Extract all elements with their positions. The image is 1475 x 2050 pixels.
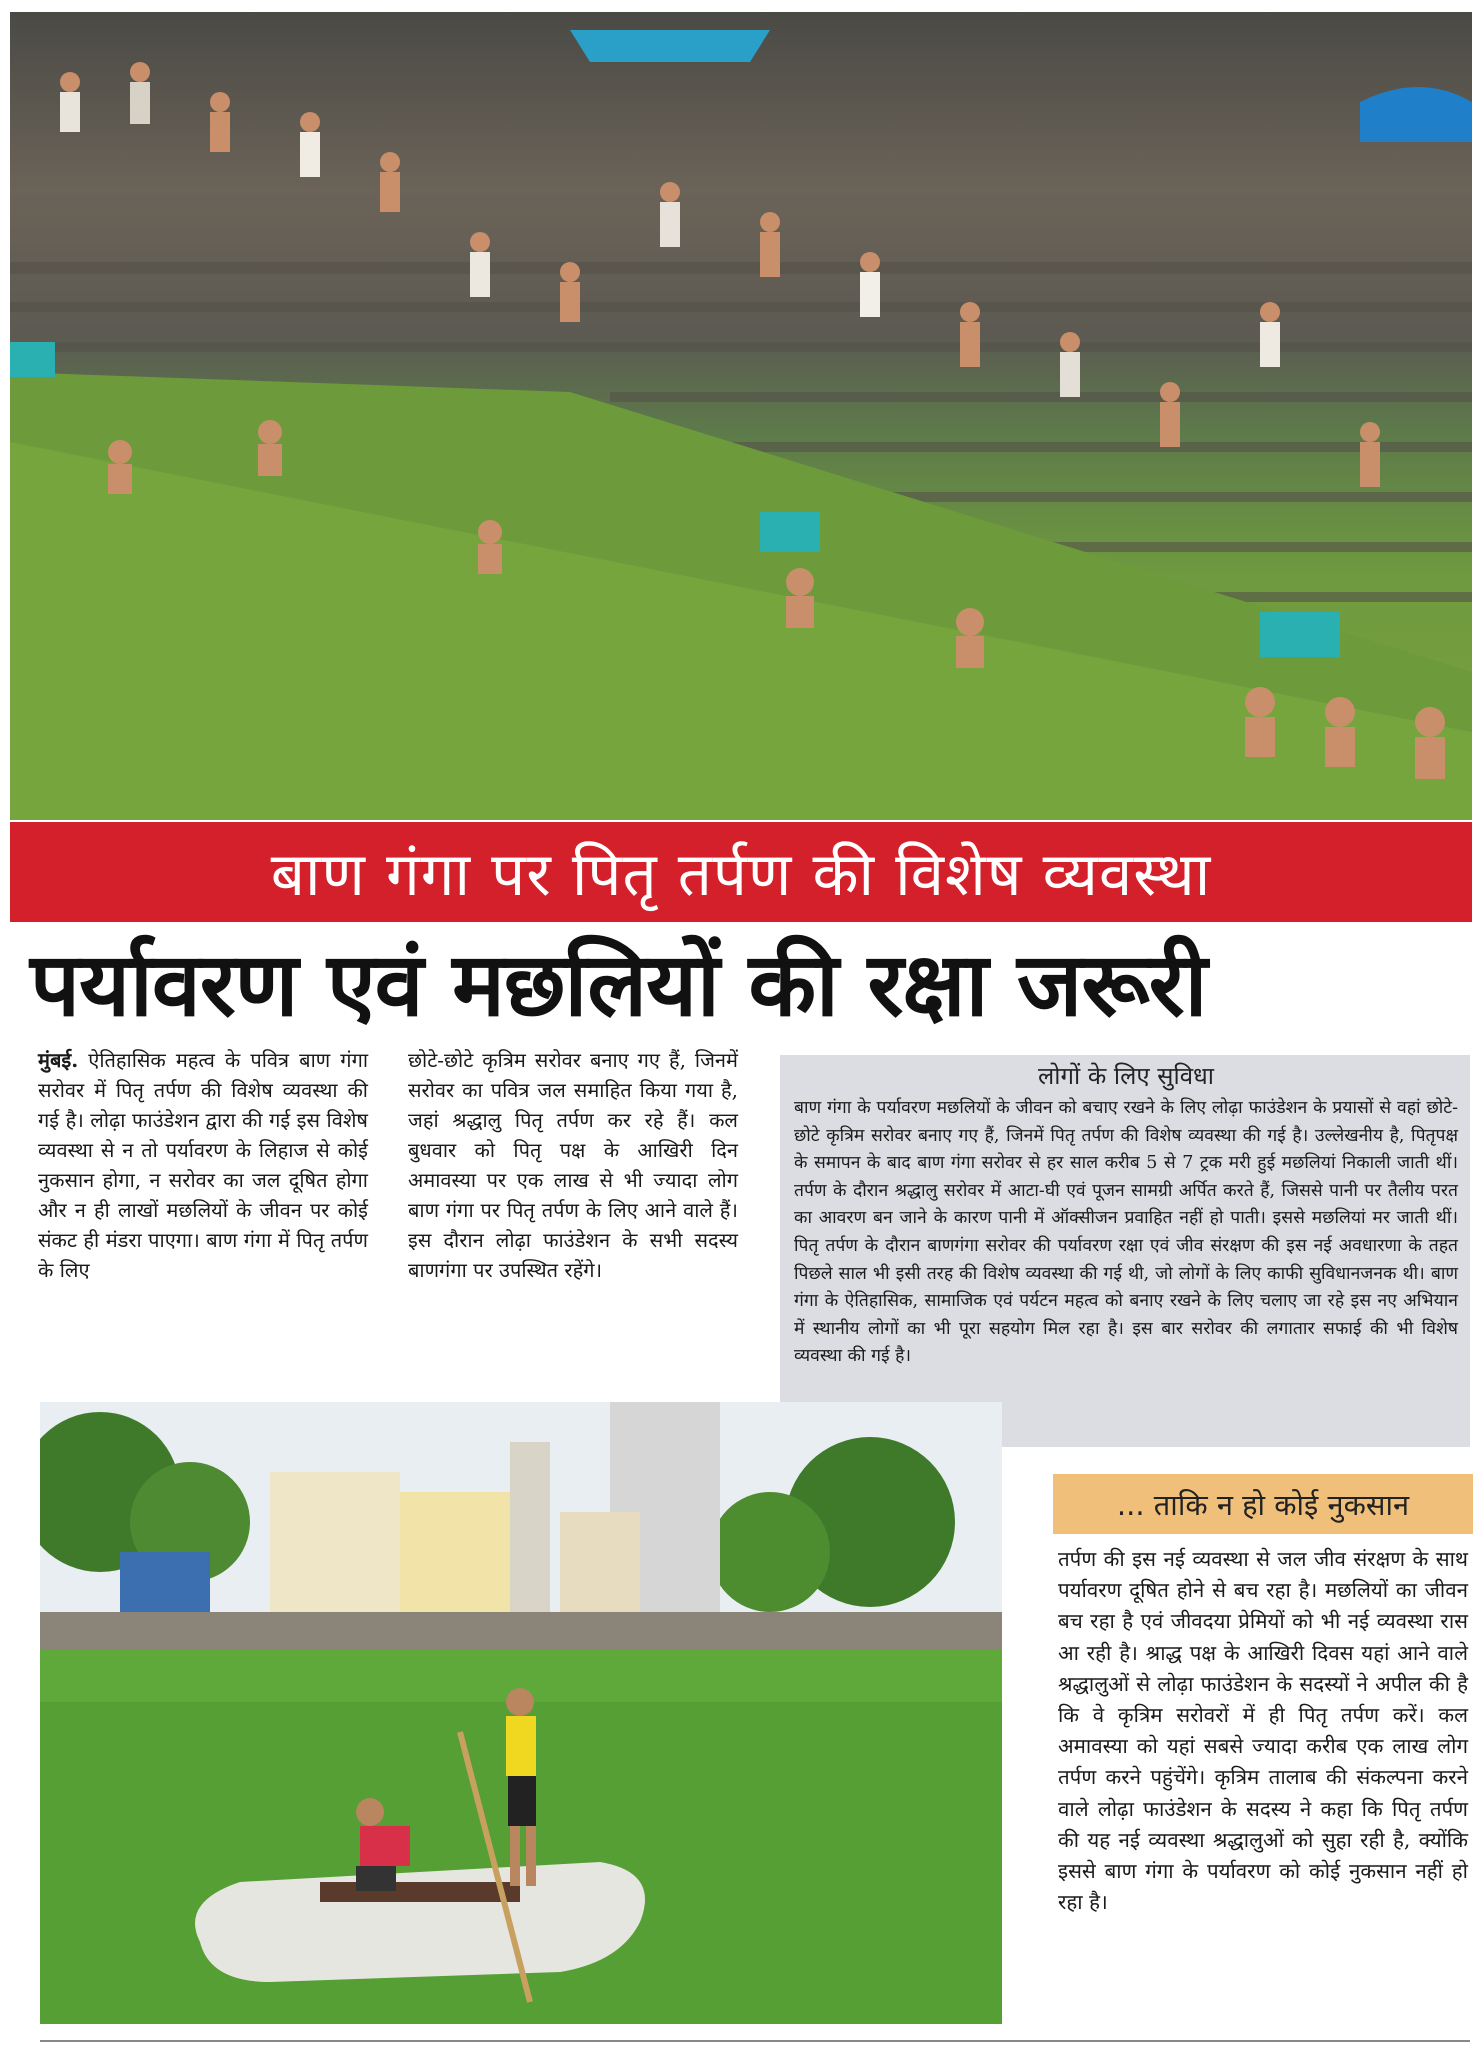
- story-column-1-text: ऐतिहासिक महत्व के पवित्र बाण गंगा सरोवर में पितृ तर्पण की विशेष व्यवस्था की गई है। लोढ़ा फाउंडेशन द्वारा की गई इस विशेष व्यवस्था से न तो पर्यावरण के लिहाज से कोई नुकसान होगा, न सरोवर का जल दूषित होगा और न ही लाखों मछलियों के जीवन पर कोई संकट ही मंडरा पाएगा। बाण गंगा में पितृ तर्पण के लिए: [38, 1048, 369, 1282]
- facility-body: बाण गंगा के पर्यावरण मछलियों के जीवन को बचाए रखने के लिए लोढ़ा फाउंडेशन के प्रयासों से वहां छोटे-छोटे कृत्रिम सरोवर बनाए गए हैं, जिनमें पितृ तर्पण की विशेष व्यवस्था की गई है। उल्लेखनीय है, पितृपक्ष के समापन के बाद बाण गंगा सरोवर से हर साल करीब 5 से 7 ट्रक मरी हुई मछलियां निकाली जाती थीं। तर्पण के दौरान श्रद्धालु सरोवर में आटा-घी एवं पूजन सामग्री अर्पित करते हैं, जिससे पानी पर तैलीय परत का आवरण बन जाने के कारण पानी में ऑक्सीजन प्रवाहित नहीं हो पाती। इससे मछलियां मर जाती थीं। पितृ तर्पण के दौरान बाणगंगा सरोवर की पर्यावरण रक्षा एवं जीव संरक्षण की इस नई अवधारणा के तहत पिछले साल भी इसी तरह की विशेष व्यवस्था की गई थी, जो लोगों के लिए काफी सुविधानजनक थी। बाण गंगा के ऐतिहासिक, सामाजिक एवं पर्यटन महत्व को बनाए रखने के लिए चलाए जा रहे इस नए अभियान में स्थानीय लोगों का भी पूरा सहयोग मिल रहा है। इस बार सरोवर की लगातार सफाई की भी विशेष व्यवस्था की गई है।: [794, 1098, 1458, 1367]
- kicker-banner: [10, 822, 1472, 922]
- loss-title: ... ताकि न हो कोई नुकसान: [1116, 1487, 1410, 1522]
- loss-title-bar: [1053, 1474, 1473, 1534]
- kicker-text: बाण गंगा पर पितृ तर्पण की विशेष व्यवस्था: [270, 840, 1212, 910]
- headline: पर्यावरण एवं मछलियों की रक्षा जरूरी: [30, 933, 1207, 1036]
- story-column-1: [38, 1045, 368, 1285]
- dateline: मुंबई.: [38, 1048, 79, 1072]
- facility-box: [780, 1055, 1470, 1447]
- facility-title: लोगों के लिए सुविधा: [1037, 1062, 1215, 1090]
- loss-body: तर्पण की इस नई व्यवस्था से जल जीव संरक्षण के साथ पर्यावरण दूषित होने से बच रहा है। मछलियों का जीवन बच रहा है एवं जीवदया प्रेमियों को भी नई व्यवस्था रास आ रही है। श्राद्ध पक्ष के आखिरी दिवस यहां आने वाले श्रद्धालुओं से लोढ़ा फाउंडेशन के सदस्यों ने अपील की है कि वे कृत्रिम सरोवरों में ही पितृ तर्पण करें। कल अमावस्या को यहां सबसे ज्यादा करीब एक लाख लोग तर्पण करने पहुंचेंगे। कृत्रिम तालाब की संकल्पना करने वाले लोढ़ा फाउंडेशन के सदस्य ने कहा कि पितृ तर्पण की यह नई व्यवस्था श्रद्धालुओं को सुहा रही है, क्योंकि इससे बाण गंगा के पर्यावरण को कोई नुकसान नहीं हो रहा है।: [1058, 1547, 1468, 1915]
- ghat-photo: [10, 12, 1472, 820]
- bottom-divider: [40, 2040, 1470, 2042]
- story-column-2: छोटे-छोटे कृत्रिम सरोवर बनाए गए हैं, जिनमें सरोवर का पवित्र जल समाहित किया गया है, जहां श्रद्धालु पितृ तर्पण कर रहे हैं। कल बुधवार को पितृ पक्ष के आखिरी दिन अमावस्या पर एक लाख से भी ज्यादा लोग बाण गंगा पर पितृ तर्पण के लिए आने वाले हैं। इस दौरान लोढ़ा फाउंडेशन के सभी सदस्य बाणगंगा पर उपस्थित रहेंगे।: [408, 1048, 738, 1282]
- lake-photo: [40, 1402, 1002, 2024]
